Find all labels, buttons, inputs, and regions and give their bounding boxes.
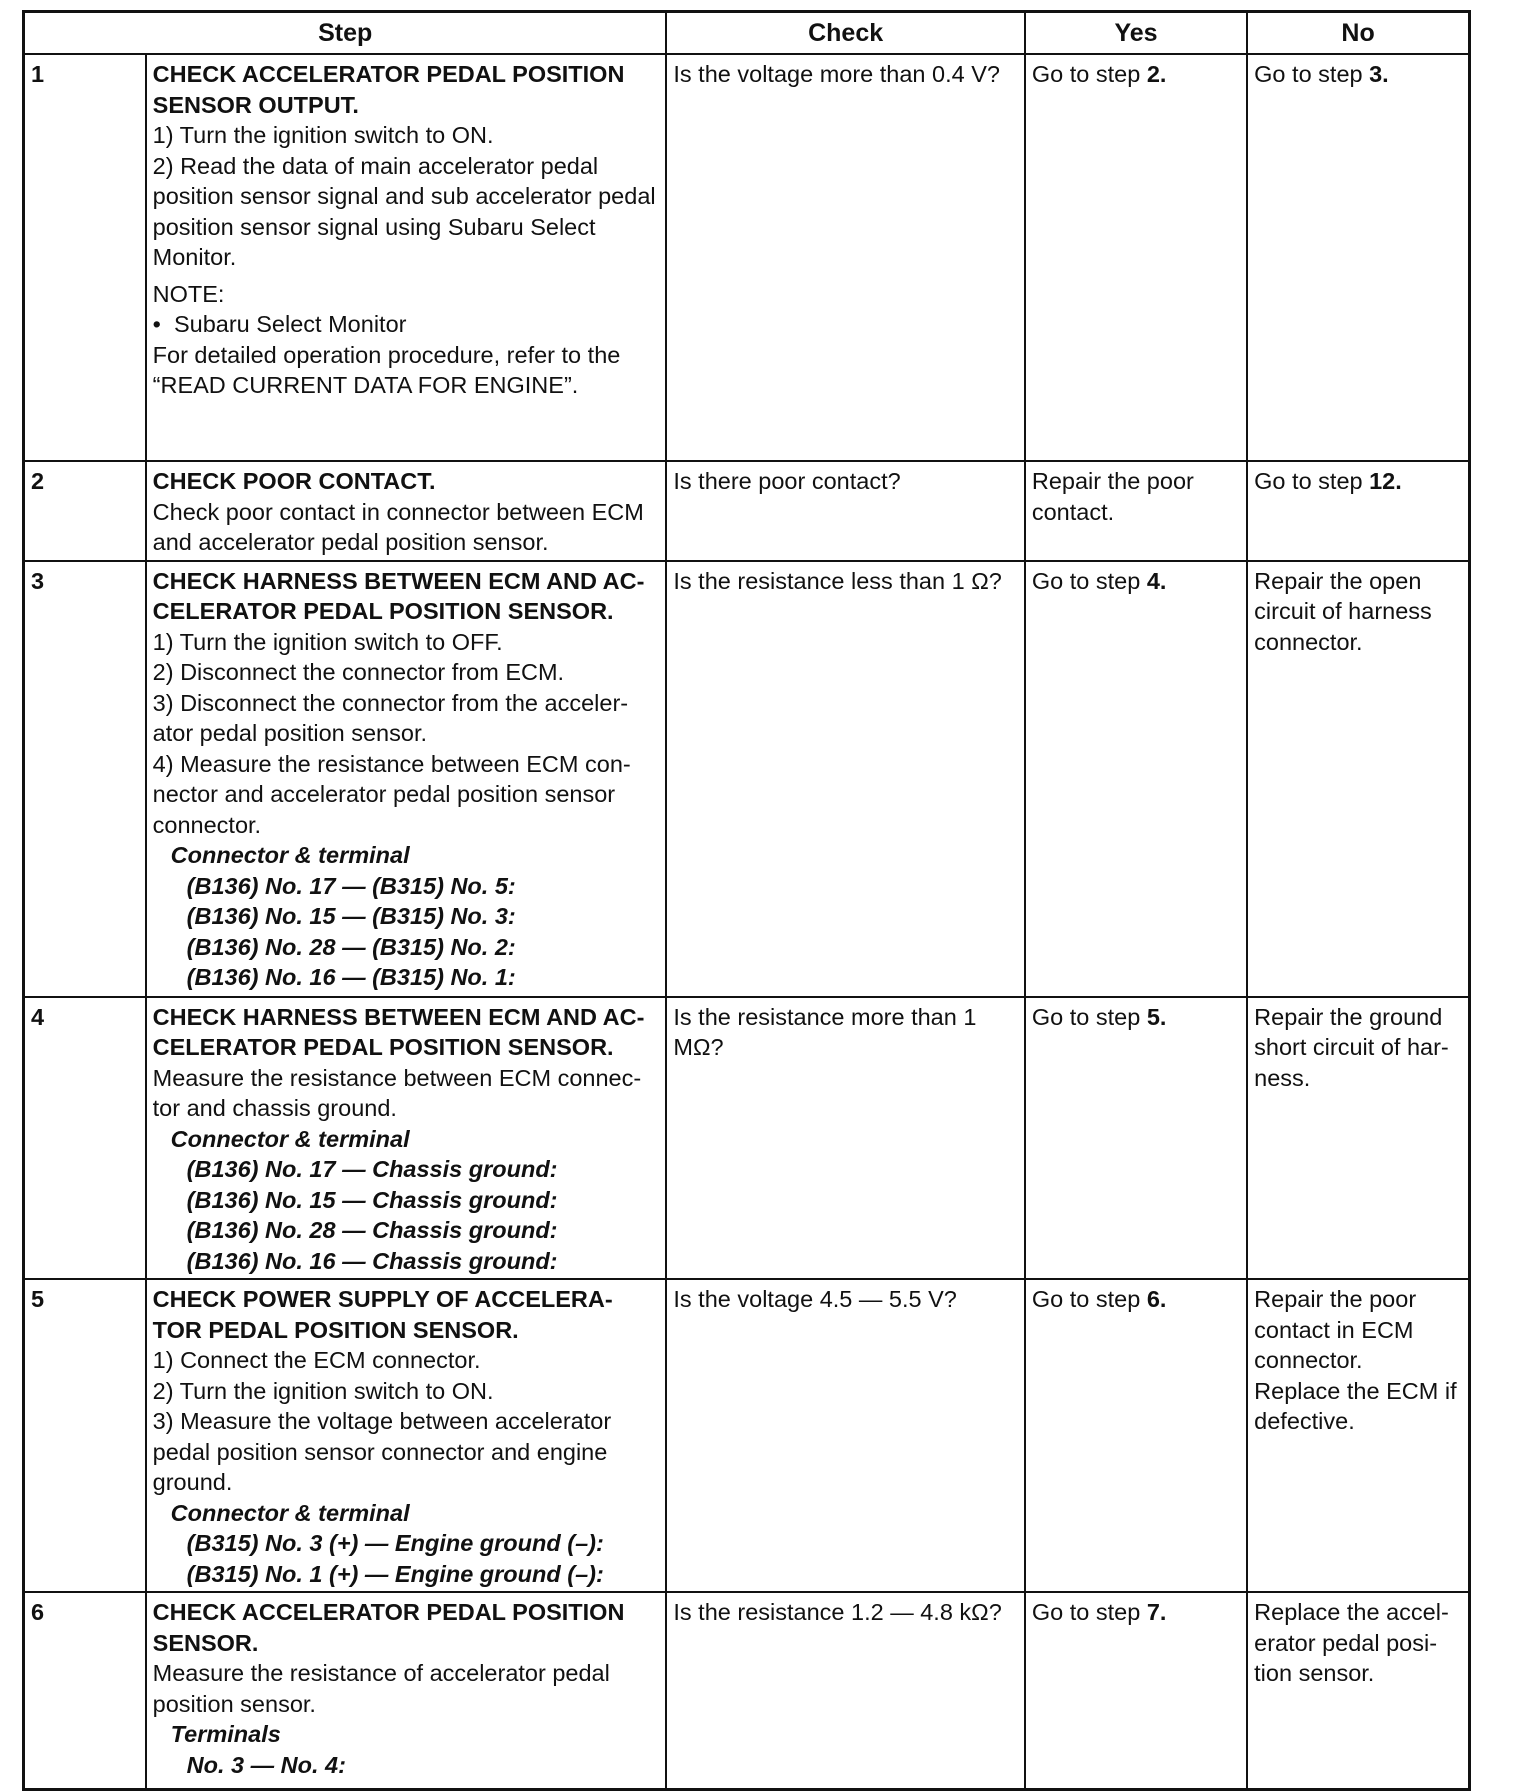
step-title: CHECK HARNESS BETWEEN ECM AND AC-CELERATOR PEDAL POSITION SENSOR. — [152, 1003, 645, 1060]
no-cell: Replace the accel-erator pedal posi-tion sensor. — [1247, 1592, 1469, 1789]
step-number: 4 — [24, 997, 146, 1280]
yes-cell — [1025, 1592, 1247, 1789]
no-cell — [1247, 54, 1469, 461]
yes-step-ref: 6. — [1146, 1286, 1167, 1312]
step-instruction: 3) Measure the voltage between accelerator pedal position sensor connector and engine ground. — [152, 1408, 612, 1495]
no-text: Repair the poor contact in ECM connector. — [1254, 1286, 1417, 1373]
step-number: 3 — [24, 561, 146, 997]
step-instruction: Measure the resistance of accelerator pedal position sensor. — [152, 1660, 610, 1717]
no-step-ref: 3. — [1369, 61, 1389, 87]
spec-item: (B136) No. 17 — Chassis ground: — [186, 1156, 558, 1182]
yes-text: Go to step — [1031, 1286, 1147, 1312]
yes-cell — [1025, 997, 1247, 1280]
no-cell: Repair the open circuit of harness connector. — [1247, 561, 1469, 997]
step-number: 5 — [24, 1279, 146, 1592]
header-step: Step — [24, 12, 667, 55]
yes-text: Go to step — [1031, 1599, 1147, 1625]
step-instruction: 4) Measure the resistance between ECM con-nector and accelerator pedal position sensor connector. — [152, 750, 631, 838]
spec-item: (B136) No. 16 — (B315) No. 1: — [186, 964, 516, 990]
spec-item: (B136) No. 17 — (B315) No. 5: — [186, 872, 516, 899]
header-check: Check — [666, 12, 1024, 55]
no-cell: Repair the ground short circuit of har-ness. — [1247, 997, 1469, 1280]
spec-item: (B136) No. 15 — (B315) No. 3: — [186, 903, 516, 929]
note-label: NOTE: — [152, 280, 225, 307]
yes-step-ref: 4. — [1146, 567, 1167, 594]
spec-item: (B315) No. 1 (+) — Engine ground (–): — [186, 1560, 604, 1587]
check-cell: Is there poor contact? — [666, 461, 1024, 561]
no-cell — [1247, 1279, 1469, 1592]
yes-cell — [1025, 54, 1247, 461]
step-title: CHECK HARNESS BETWEEN ECM AND AC-CELERATOR PEDAL POSITION SENSOR. — [152, 567, 645, 624]
yes-step-ref: 5. — [1146, 1003, 1167, 1030]
step-description — [146, 54, 667, 461]
step-instruction: 1) Turn the ignition switch to OFF. — [152, 628, 503, 655]
spec-item: No. 3 — No. 4: — [186, 1751, 346, 1778]
no-text: Go to step — [1254, 468, 1370, 494]
step-instruction: 1) Turn the ignition switch to ON. — [152, 122, 494, 148]
check-cell: Is the voltage more than 0.4 V? — [666, 54, 1024, 461]
step-instruction: 3) Disconnect the connector from the acceler-ator pedal position sensor. — [152, 689, 629, 746]
yes-cell — [1025, 561, 1247, 997]
step-instruction: 2) Disconnect the connector from ECM. — [152, 659, 565, 685]
table-row — [24, 461, 1470, 561]
yes-text: Go to step — [1031, 567, 1147, 594]
step-number: 1 — [24, 54, 146, 461]
spec-item: (B136) No. 28 — (B315) No. 2: — [186, 933, 516, 960]
table-row — [24, 561, 1470, 997]
step-number: 2 — [24, 461, 146, 561]
step-number: 6 — [24, 1592, 146, 1789]
no-text: Replace the ECM if defective. — [1254, 1377, 1457, 1434]
header-no: No — [1247, 12, 1469, 55]
spec-label: Terminals — [170, 1721, 281, 1747]
spec-item: (B315) No. 3 (+) — Engine ground (–): — [186, 1530, 604, 1556]
spec-label: Connector & terminal — [170, 1125, 410, 1152]
step-title: CHECK POWER SUPPLY OF ACCELERA-TOR PEDAL POSITION SENSOR. — [152, 1286, 613, 1343]
check-cell: Is the resistance more than 1 MΩ? — [666, 997, 1024, 1280]
step-instruction: 2) Turn the ignition switch to ON. — [152, 1377, 494, 1404]
step-title: CHECK ACCELERATOR PEDAL POSITION SENSOR OUTPUT. — [152, 61, 625, 118]
spec-item: (B136) No. 28 — Chassis ground: — [186, 1217, 558, 1243]
step-instruction: Measure the resistance between ECM connec-tor and chassis ground. — [152, 1064, 642, 1121]
yes-cell: Repair the poor contact. — [1025, 461, 1247, 561]
step-description — [146, 1592, 667, 1789]
table-row — [24, 54, 1470, 461]
check-cell: Is the resistance 1.2 — 4.8 kΩ? — [666, 1592, 1024, 1789]
spec-item: (B136) No. 15 — Chassis ground: — [186, 1186, 558, 1213]
table-row — [24, 1279, 1470, 1592]
note-text: For detailed operation procedure, refer to the “READ CURRENT DATA FOR ENGINE”. — [152, 341, 621, 398]
step-instruction: 1) Connect the ECM connector. — [152, 1347, 481, 1373]
step-title: CHECK POOR CONTACT. — [152, 468, 436, 494]
no-text: Go to step — [1254, 61, 1370, 87]
no-step-ref: 12. — [1369, 468, 1402, 494]
header-row — [24, 12, 1470, 55]
step-description — [146, 1279, 667, 1592]
spec-label: Connector & terminal — [170, 842, 410, 868]
note-bullet: • Subaru Select Monitor — [153, 309, 660, 340]
spec-item: (B136) No. 16 — Chassis ground: — [186, 1247, 558, 1274]
spec-label: Connector & terminal — [170, 1499, 410, 1526]
check-cell: Is the voltage 4.5 — 5.5 V? — [666, 1279, 1024, 1592]
no-cell — [1247, 461, 1469, 561]
step-description — [146, 561, 667, 997]
yes-cell — [1025, 1279, 1247, 1592]
step-instruction: 2) Read the data of main accelerator pedal position sensor signal and sub accelerator pedal position sensor signal using Subaru Select Monitor. — [152, 152, 656, 270]
check-cell: Is the resistance less than 1 Ω? — [666, 561, 1024, 997]
yes-text: Go to step — [1031, 1003, 1147, 1030]
header-yes: Yes — [1025, 12, 1247, 55]
step-title: CHECK ACCELERATOR PEDAL POSITION SENSOR. — [152, 1599, 625, 1656]
yes-text: Go to step — [1031, 61, 1147, 87]
yes-step-ref: 7. — [1146, 1599, 1167, 1625]
step-description — [146, 461, 667, 561]
step-description — [146, 997, 667, 1280]
table-row — [24, 1592, 1470, 1789]
step-instruction: Check poor contact in connector between ECM and accelerator pedal position sensor. — [152, 498, 644, 555]
diagnostic-table — [22, 10, 1471, 1791]
table-row — [24, 997, 1470, 1280]
yes-step-ref: 2. — [1146, 61, 1167, 87]
